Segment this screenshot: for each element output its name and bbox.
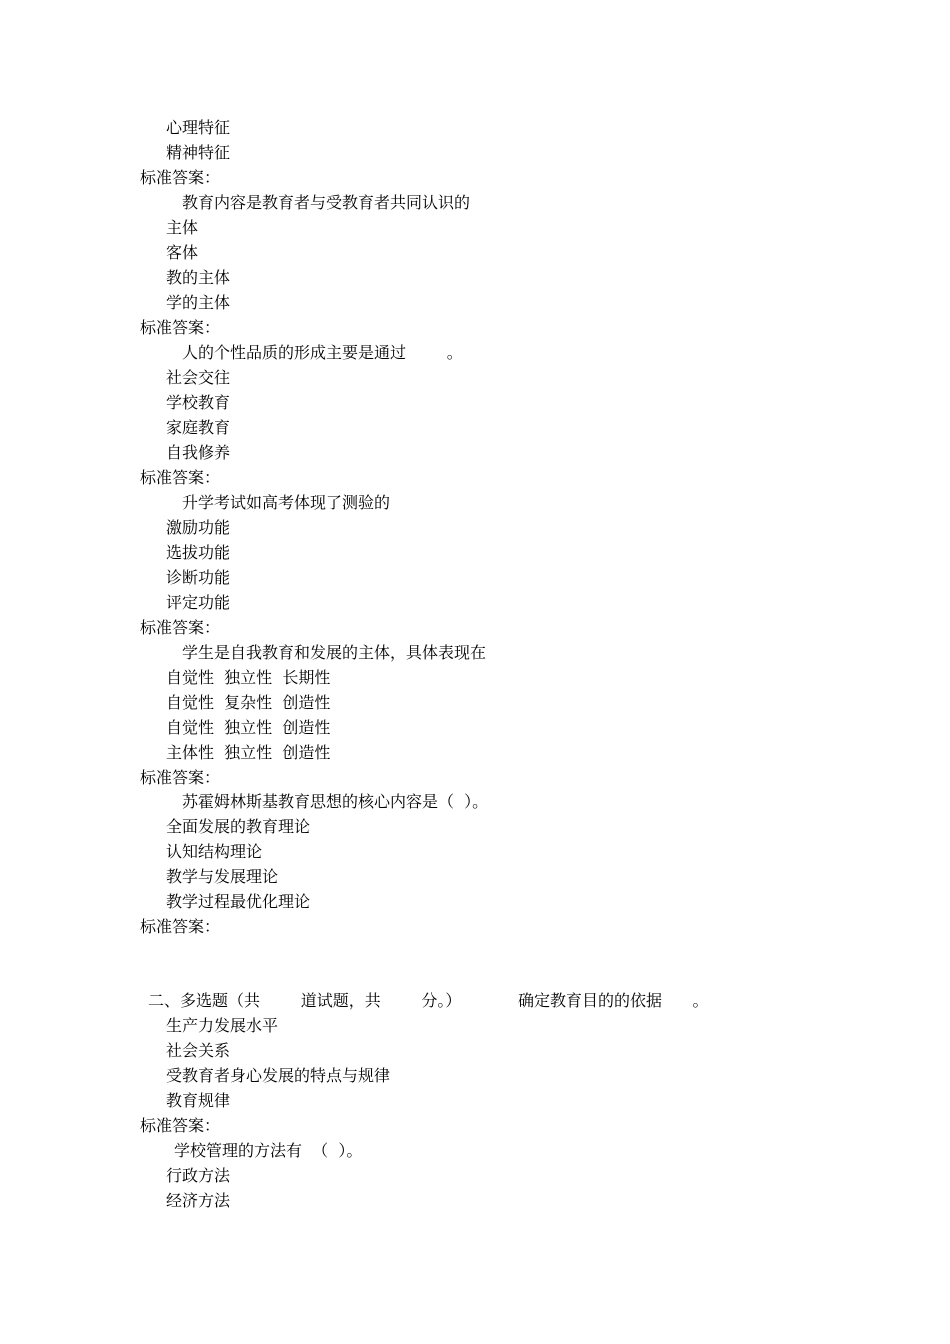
option: 自觉性 独立性 创造性 xyxy=(166,718,331,737)
answer-label: 标准答案： xyxy=(140,768,221,787)
option: 选拔功能 xyxy=(166,543,231,562)
option: 生产力发展水平 xyxy=(166,1016,279,1035)
answer-label: 标准答案： xyxy=(140,618,221,637)
option: 自觉性 独立性 长期性 xyxy=(166,668,331,687)
question-text: 升学考试如高考体现了测验的 xyxy=(182,493,391,512)
option: 自我修养 xyxy=(166,443,231,462)
answer-label: 标准答案： xyxy=(140,318,221,337)
option: 精神特征 xyxy=(166,143,231,162)
option: 社会关系 xyxy=(166,1041,231,1060)
option: 认知结构理论 xyxy=(166,842,263,861)
option: 主体性 独立性 创造性 xyxy=(166,743,331,762)
option: 教的主体 xyxy=(166,268,231,287)
option: 激励功能 xyxy=(166,518,231,537)
option: 受教育者身心发展的特点与规律 xyxy=(166,1066,391,1085)
answer-label: 标准答案： xyxy=(140,1116,221,1135)
option: 行政方法 xyxy=(166,1166,231,1185)
question-text: 学生是自我教育和发展的主体，具体表现在 xyxy=(182,643,487,662)
option: 教学过程最优化理论 xyxy=(166,892,311,911)
option: 社会交往 xyxy=(166,368,231,387)
option: 自觉性 复杂性 创造性 xyxy=(166,693,331,712)
option: 家庭教育 xyxy=(166,418,231,437)
answer-label: 标准答案： xyxy=(140,468,221,487)
option: 经济方法 xyxy=(166,1191,231,1210)
option: 评定功能 xyxy=(166,593,231,612)
section-heading: 二、多选题（共 道试题，共 分。） xyxy=(148,991,462,1010)
option: 学校教育 xyxy=(166,393,231,412)
option: 教育规律 xyxy=(166,1091,231,1110)
question-text: 苏霍姆林斯基教育思想的核心内容是（ ）。 xyxy=(182,792,489,811)
option: 心理特征 xyxy=(166,118,231,137)
option: 学的主体 xyxy=(166,293,231,312)
question-text: 人的个性品质的形成主要是通过 。 xyxy=(182,343,463,362)
option: 主体 xyxy=(166,218,199,237)
question-text: 教育内容是教育者与受教育者共同认识的 xyxy=(182,193,471,212)
option: 客体 xyxy=(166,243,199,262)
answer-label: 标准答案： xyxy=(140,168,221,187)
question-text: 确定教育目的的依据 。 xyxy=(518,991,709,1010)
option: 诊断功能 xyxy=(166,568,231,587)
answer-label: 标准答案： xyxy=(140,917,221,936)
option: 全面发展的教育理论 xyxy=(166,817,311,836)
option: 教学与发展理论 xyxy=(166,867,279,886)
question-text: 学校管理的方法有 （ ）。 xyxy=(174,1141,363,1160)
